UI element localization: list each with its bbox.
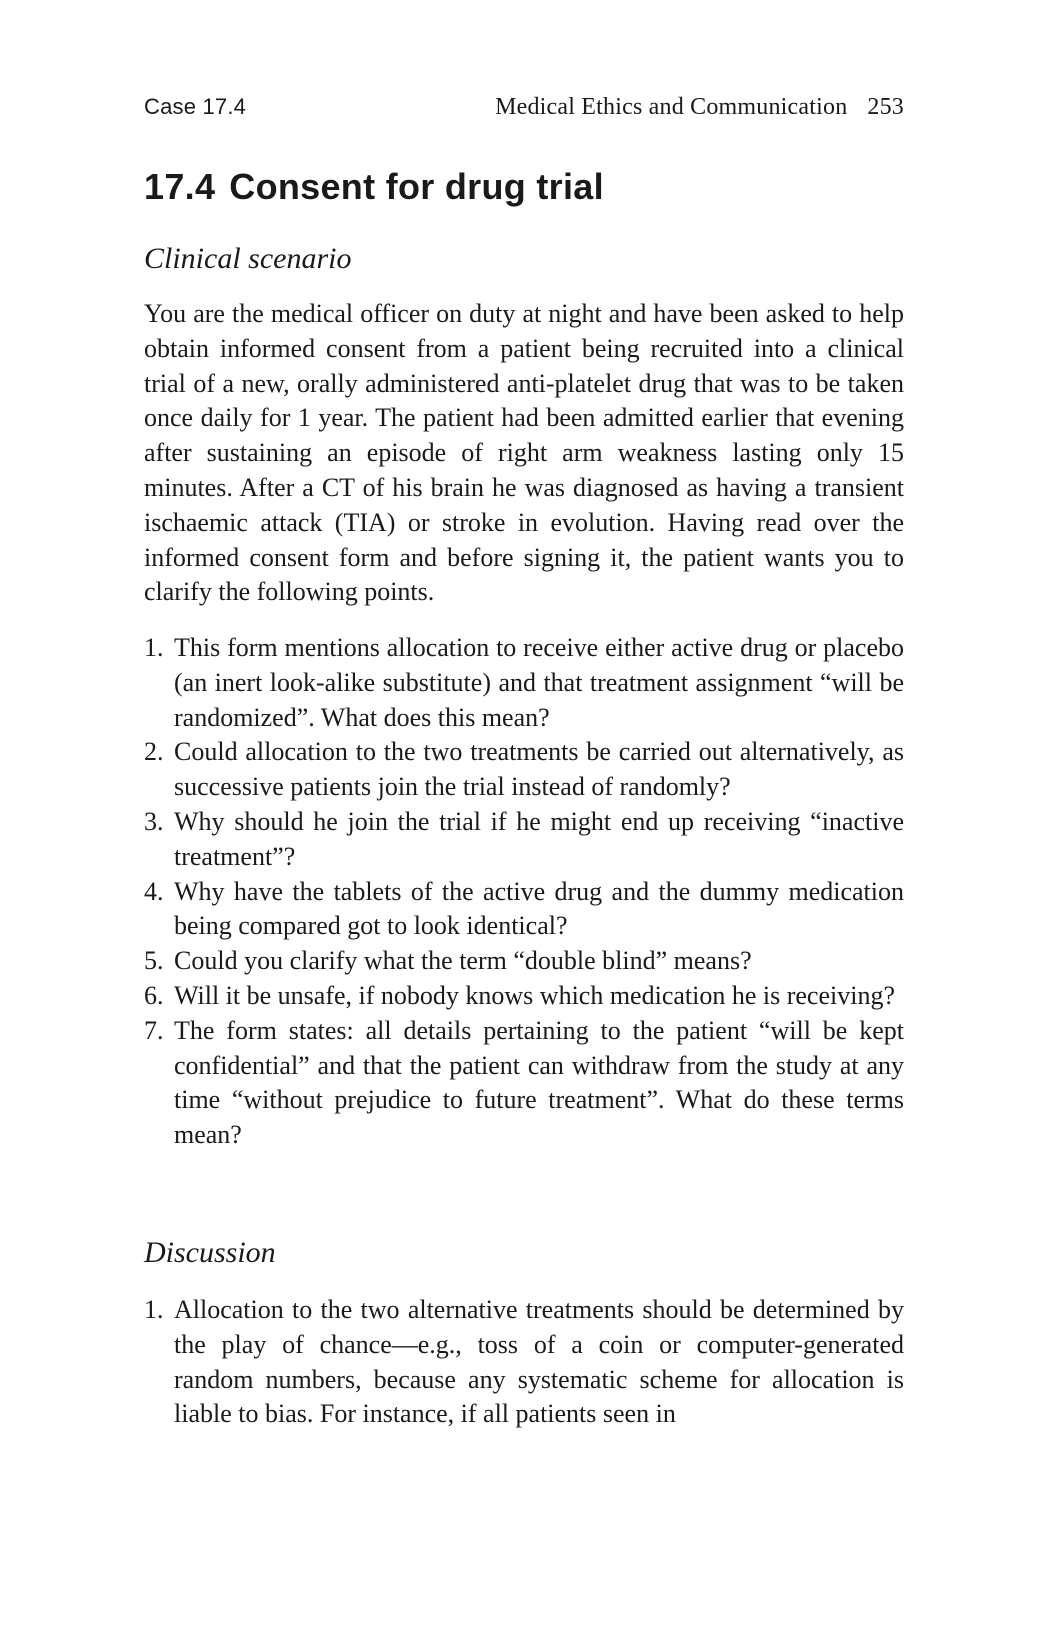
question-text: Could allocation to the two treatments be carried out alternatively, as successive patients join the trial instead of randomly? <box>174 737 904 802</box>
question-number: 4. <box>144 876 164 906</box>
clinical-scenario-heading: Clinical scenario <box>144 242 352 275</box>
running-head-chapter-title: Medical Ethics and Communication <box>495 94 848 120</box>
scenario-paragraph: You are the medical officer on duty at night and have been asked to help obtain informed consent from a patient being recruited into a clinical trial of a new, orally administered anti-platelet drug that was to be taken once daily for 1 year. The patient had been admitted earlier that evening after sustaining an episode of right arm weakness lasting only 15 minutes. After a CT of his brain he was diagnosed as having a transient ischaemic attack (TIA) or stroke in evolution. Having read over the informed consent form and before signing it, the patient wants you to clarify the following points. <box>144 299 904 607</box>
running-head-case: Case 17.4 <box>144 94 247 119</box>
question-text: Will it be unsafe, if nobody knows which medication he is receiving? <box>174 980 895 1010</box>
question-item <box>144 944 904 979</box>
question-number: 3. <box>144 806 164 836</box>
question-text: The form states: all details pertaining to the patient “will be kept confidential” and that the patient can withdraw from the study at any time “without prejudice to future treatment”. What do these terms mean? <box>174 1015 904 1150</box>
section-title <box>144 166 604 208</box>
question-item <box>144 875 904 945</box>
question-number: 2. <box>144 737 164 767</box>
question-item <box>144 805 904 875</box>
question-number: 7. <box>144 1015 164 1045</box>
discussion-number: 1. <box>144 1295 164 1324</box>
question-text: This form mentions allocation to receive either active drug or placebo (an inert look-alike substitute) and that treatment assignment “will be randomized”. What does this mean? <box>174 633 904 732</box>
discussion-text: Allocation to the two alternative treatments should be determined by the play of chance—e.g., toss of a coin or computer-generated random numbers, because any systematic scheme for allocation is liable to bias. For instance, if all patients seen in <box>174 1295 904 1429</box>
discussion-heading: Discussion <box>144 1236 276 1269</box>
section-number: 17.4 <box>144 166 216 207</box>
question-text: Could you clarify what the term “double blind” means? <box>174 946 752 976</box>
question-number: 1. <box>144 633 164 662</box>
question-number: 5. <box>144 946 164 976</box>
discussion-list <box>144 1293 904 1432</box>
running-head <box>144 94 904 128</box>
page-number: 253 <box>867 94 904 120</box>
discussion-item <box>144 1293 904 1432</box>
question-item <box>144 735 904 805</box>
question-text: Why have the tablets of the active drug and the dummy medication being compared got to look identical? <box>174 876 904 941</box>
running-head-right <box>495 94 904 121</box>
question-item <box>144 631 904 735</box>
question-list <box>144 631 904 1153</box>
section-title-text: Consent for drug trial <box>229 166 604 207</box>
question-text: Why should he join the trial if he might end up receiving “inactive treatment”? <box>174 806 904 871</box>
question-item <box>144 1014 904 1153</box>
question-number: 6. <box>144 980 164 1010</box>
question-item <box>144 979 904 1014</box>
